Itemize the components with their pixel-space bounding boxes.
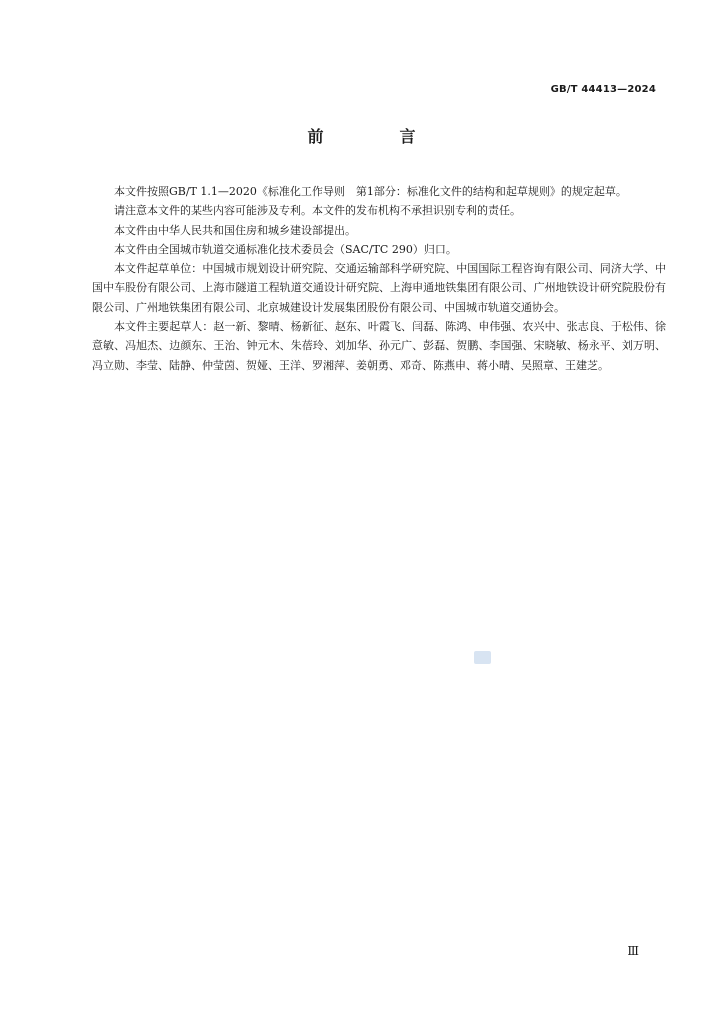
- paragraph-drafting-rules: 本文件按照GB/T 1.1—2020《标准化工作导则 第1部分：标准化文件的结构和起草规则》的规定起草。: [114, 185, 627, 198]
- paragraph-drafters: 本文件主要起草人：赵一新、黎晴、杨新征、赵东、叶霞飞、闫磊、陈鸿、申伟强、农兴中、张志良、于松伟、徐意敏、冯旭杰、边颜东、王治、钟元木、朱蓓玲、刘加华、孙元广、彭磊、贺鹏、李国强、宋晓敏、杨永平、刘万明、冯立勋、李莹、陆静、仲莹茵、贺娅、王洋、罗湘萍、姜朝勇、邓奇、陈燕申、蒋小晴、吴照章、王建芝。: [92, 320, 666, 372]
- paragraph-patent-notice: 请注意本文件的某些内容可能涉及专利。本文件的发布机构不承担识别专利的责任。: [114, 204, 521, 218]
- paragraph-proposer: 本文件由中华人民共和国住房和城乡建设部提出。: [114, 223, 356, 237]
- foreword-body: [92, 182, 666, 375]
- paragraph-drafting-units: 本文件起草单位：中国城市规划设计研究院、交通运输部科学研究院、中国国际工程咨询有限公司、同济大学、中国中车股份有限公司、上海市隧道工程轨道交通设计研究院、上海申通地铁集团有限公司、广州地铁设计研究院股份有限公司、广州地铁集团有限公司、北京城建设计发展集团股份有限公司、中国城市轨道交通协会。: [92, 262, 666, 314]
- page-number: Ⅲ: [627, 944, 639, 958]
- page-title: 前 言: [307, 127, 446, 146]
- standard-code: GB/T 44413—2024: [550, 84, 656, 95]
- paragraph-administrator: 本文件由全国城市轨道交通标准化技术委员会（SAC/TC 290）归口。: [114, 242, 457, 256]
- watermark-logo: [474, 651, 491, 664]
